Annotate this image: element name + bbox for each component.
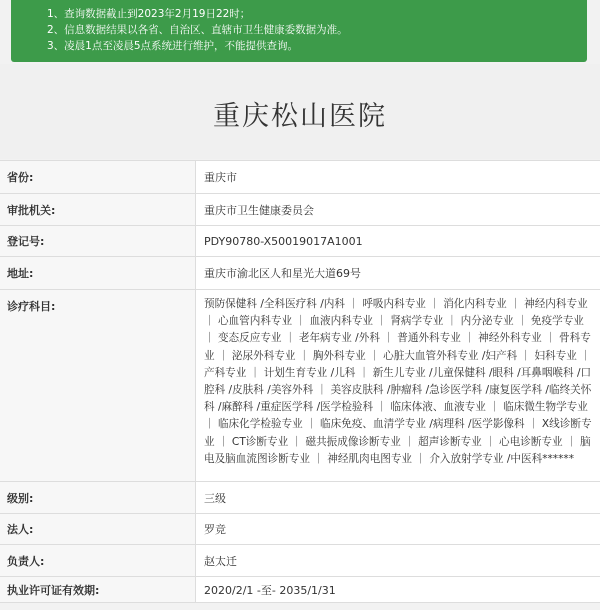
authority-value: 重庆市卫生健康委员会 — [196, 194, 600, 225]
level-value: 三级 — [196, 482, 600, 513]
subjects-label: 诊疗科目: — [0, 290, 196, 481]
table-row — [0, 577, 600, 603]
table-row — [0, 514, 600, 545]
table-row — [0, 226, 600, 257]
reg-value: PDY90780-X50019017A1001 — [196, 226, 600, 256]
notice-banner — [11, 0, 587, 62]
legal-label: 法人: — [0, 514, 196, 544]
page-title: 重庆松山医院 — [213, 101, 387, 132]
table-row — [0, 161, 600, 194]
province-value: 重庆市 — [196, 161, 600, 193]
notice-line: 1、查询数据截止到2023年2月19日22时； — [47, 8, 251, 20]
subjects-value: 预防保健科 /全科医疗科 /内科 ｜ 呼吸内科专业 ｜ 消化内科专业 ｜ 神经内科专业 ｜ 心血管内科专业 ｜ 血液内科专业 ｜ 肾病学专业 ｜ 内分泌专业 ｜ 免疫学专业 ｜ 变态反应专业 ｜ 老年病专业 /外科 ｜ 普通外科专业 ｜ 神经外科专业 ｜ 骨科专业 ｜ 泌尿外科专业 ｜ 胸外科专业 ｜ 心脏大血管外科专业 /妇产科 ｜ 妇科专业 ｜ 产科专业 ｜ 计划生育专业 /儿科 ｜ 新生儿专业 /儿童保健科 /眼科 /耳鼻咽喉科 /口腔科 /皮肤科 /美容外科 ｜ 美容皮肤科 /肿瘤科 /急诊医学科 /康复医学科 /临终关怀科 /麻醉科 /重症医学科 /医学检验科 ｜ 临床体液、血液专业 ｜ 临床微生物学专业 ｜ 临床化学检验专业 ｜ 临床免疫、血清学专业 /病理科 /医学影像科 ｜ X线诊断专业 ｜ CT诊断专业 ｜ 磁共振成像诊断专业 ｜ 超声诊断专业 ｜ 心电诊断专业 ｜ 脑电及脑血流图诊断专业 ｜ 神经肌肉电图专业 ｜ 介入放射学专业 /中医科****** — [196, 290, 600, 481]
notice-line: 3、凌晨1点至凌晨5点系统进行维护，不能提供查询。 — [47, 40, 299, 52]
table-row — [0, 482, 600, 514]
table-row — [0, 194, 600, 226]
license-label: 执业许可证有效期: — [0, 577, 196, 602]
authority-label: 审批机关: — [0, 194, 196, 225]
table-row — [0, 545, 600, 577]
license-value: 2020/2/1 -至- 2035/1/31 — [196, 577, 600, 602]
legal-value: 罗竞 — [196, 514, 600, 544]
hospital-info-table — [0, 160, 600, 603]
head-value: 赵太迁 — [196, 545, 600, 576]
reg-label: 登记号: — [0, 226, 196, 256]
level-label: 级别: — [0, 482, 196, 513]
table-row — [0, 257, 600, 290]
table-row — [0, 290, 600, 482]
head-label: 负责人: — [0, 545, 196, 576]
address-value: 重庆市渝北区人和星光大道69号 — [196, 257, 600, 289]
notice-line: 2、信息数据结果以各省、自治区、直辖市卫生健康委数据为准。 — [47, 24, 348, 36]
address-label: 地址: — [0, 257, 196, 289]
province-label: 省份: — [0, 161, 196, 193]
